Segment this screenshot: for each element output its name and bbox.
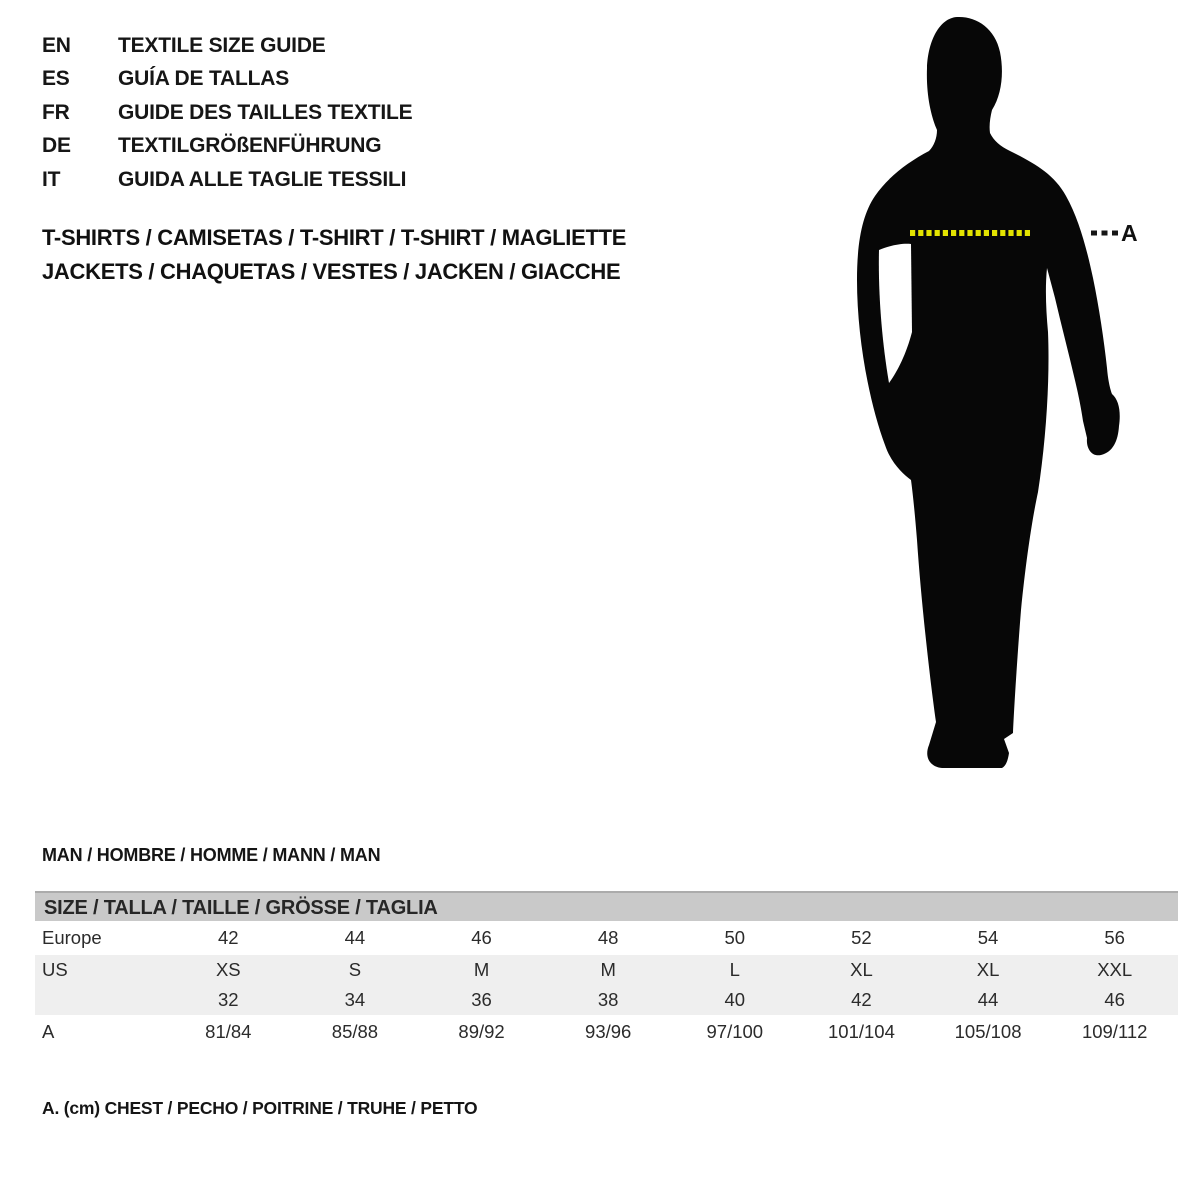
size-table xyxy=(35,891,1178,1048)
size-cell: 34 xyxy=(344,989,366,1010)
size-cell: 42 xyxy=(851,989,872,1010)
row-label: Europe xyxy=(42,927,102,948)
size-cell: 44 xyxy=(977,989,999,1010)
category-line-tshirts: T-SHIRTS / CAMISETAS / T-SHIRT / T-SHIRT / MAGLIETTE xyxy=(42,225,627,250)
table-row-chest-a xyxy=(35,1015,1178,1048)
size-cell: 44 xyxy=(344,927,366,948)
category-block xyxy=(42,221,626,288)
language-title-block xyxy=(42,29,412,197)
table-row-europe xyxy=(35,921,1178,955)
size-cell: 40 xyxy=(724,989,746,1010)
size-cell: 85/88 xyxy=(331,1020,379,1042)
language-label: TEXTILGRÖßENFÜHRUNG xyxy=(118,134,382,158)
table-row-us xyxy=(35,955,1178,985)
language-code: DE xyxy=(42,134,71,158)
table-row-numeric xyxy=(35,985,1178,1015)
language-row xyxy=(42,130,412,164)
language-label: GUIDE DES TAILLES TEXTILE xyxy=(118,100,413,124)
row-label: A xyxy=(42,1020,55,1042)
size-cell: 46 xyxy=(1104,989,1125,1010)
language-label: TEXTILE SIZE GUIDE xyxy=(118,33,326,57)
size-cell: 42 xyxy=(218,927,239,948)
size-cell: 109/112 xyxy=(1081,1020,1148,1042)
size-cell: 81/84 xyxy=(205,1020,252,1042)
size-cell: XL xyxy=(850,959,873,980)
size-cell: 36 xyxy=(471,989,492,1010)
size-cell: 38 xyxy=(597,989,619,1010)
language-row xyxy=(42,29,412,63)
language-row xyxy=(42,163,412,197)
size-cell: S xyxy=(348,959,362,980)
size-cell: 50 xyxy=(724,927,746,948)
size-cell: 46 xyxy=(471,927,492,948)
size-cell: 56 xyxy=(1104,927,1125,948)
size-cell: M xyxy=(473,959,490,980)
language-code: IT xyxy=(42,167,61,191)
left-armpit-gap xyxy=(879,244,912,383)
measurement-footnote: A. (cm) CHEST / PECHO / POITRINE / TRUHE / PETTO xyxy=(42,1098,478,1118)
size-cell: 105/108 xyxy=(954,1020,1022,1042)
size-cell: 54 xyxy=(977,927,999,948)
row-label: US xyxy=(42,959,68,980)
language-code: EN xyxy=(42,33,71,57)
size-cell: 48 xyxy=(597,927,619,948)
size-cell: XL xyxy=(976,959,1000,980)
size-cell: 93/96 xyxy=(585,1020,632,1042)
size-cell: 97/100 xyxy=(706,1020,764,1042)
size-cell: 52 xyxy=(851,927,872,948)
language-row xyxy=(42,96,412,130)
size-cell: 32 xyxy=(218,989,239,1010)
section-title-man: MAN / HOMBRE / HOMME / MANN / MAN xyxy=(42,845,381,865)
language-code: ES xyxy=(42,67,70,91)
size-cell: XXL xyxy=(1097,959,1133,980)
size-table-header: SIZE / TALLA / TAILLE / GRÖSSE / TAGLIA xyxy=(35,891,1178,921)
size-cell: 101/104 xyxy=(828,1020,895,1042)
size-cell: XS xyxy=(215,959,241,980)
language-label: GUÍA DE TALLAS xyxy=(118,67,290,91)
man-silhouette xyxy=(857,17,1120,768)
chest-marker-label: A xyxy=(1121,220,1138,246)
language-label: GUIDA ALLE TAGLIE TESSILI xyxy=(118,167,407,191)
size-cell: M xyxy=(600,959,616,980)
size-cell: 89/92 xyxy=(458,1020,505,1042)
category-line-jackets: JACKETS / CHAQUETAS / VESTES / JACKEN / GIACCHE xyxy=(42,258,621,284)
language-code: FR xyxy=(42,100,70,124)
language-row xyxy=(42,63,412,97)
size-cell: L xyxy=(729,959,740,980)
